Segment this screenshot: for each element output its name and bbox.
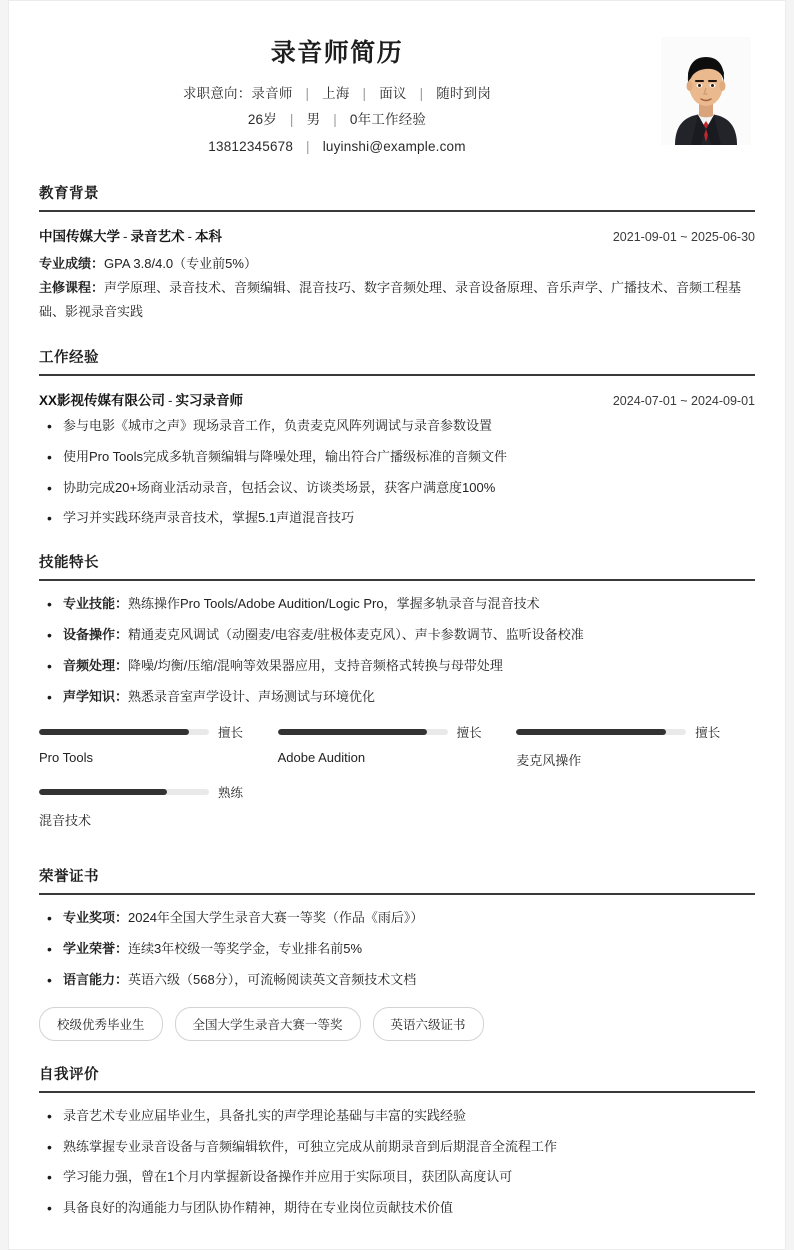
certificate-tag[interactable]: 校级优秀毕业生 [39, 1007, 163, 1041]
skill-label: 音频处理： [63, 657, 129, 673]
skill-bar-group [39, 723, 755, 843]
job-role: 实习录音师 [175, 393, 244, 409]
skill-name-label: 混音技术 [39, 813, 92, 829]
courses-value: 声学原理、录音技术、音频编辑、混音技巧、数字音频处理、录音设备原理、音乐声学、广播技术、音频工程基础、影视录音实践 [39, 279, 742, 320]
list-item: • 学习并实践环绕声录音技术，掌握5.1声道混音技巧 [39, 508, 755, 529]
work-date-range: 2024-07-01 ~ 2024-09-01 [612, 394, 755, 409]
list-item [39, 970, 755, 991]
degree-name: 本科 [195, 228, 222, 244]
skill-level-label: 擅长 [218, 726, 244, 741]
divider-icon: | [419, 86, 424, 101]
honor-label: 语言能力： [63, 972, 129, 988]
skill-text: 熟悉录音室声学设计、声场测试与环境优化 [128, 688, 376, 704]
section-divider [39, 374, 755, 376]
divider-icon: | [333, 112, 337, 128]
skill-label: 声学知识： [63, 688, 129, 704]
list-item: • 使用Pro Tools完成多轨音频编辑与降噪处理，输出符合广播级标准的音频文件 [39, 447, 755, 468]
list-item [39, 939, 755, 960]
list-item: • 具备良好的沟通能力与团队协作精神，期待在专业岗位贡献技术价值 [39, 1198, 755, 1219]
job-availability: 随时到岗 [436, 86, 492, 101]
gpa-value: GPA 3.8/4.0（专业前5%） [104, 255, 257, 271]
section-title-education: 教育背景 [39, 185, 99, 202]
skill-bar-row [516, 723, 731, 741]
divider-icon: | [305, 86, 310, 101]
skill-name-label: Pro Tools [39, 750, 93, 766]
skill-level-label: 熟练 [218, 786, 244, 801]
resume-header [39, 33, 755, 160]
skill-bar-item [39, 723, 278, 769]
job-location: 上海 [322, 86, 350, 101]
honor-label: 学业荣誉： [63, 941, 129, 957]
skill-level-label: 擅长 [695, 726, 721, 741]
skill-text: 降噪/均衡/压缩/混响等效果器应用，支持音频格式转换与母带处理 [128, 657, 503, 673]
skill-text: 熟练操作Pro Tools/Adobe Audition/Logic Pro，掌握多轨录音与混音技术 [128, 596, 540, 612]
job-salary: 面议 [379, 86, 407, 101]
skill-bar-fill [39, 789, 167, 795]
page-title: 录音师简历 [270, 39, 404, 67]
certificate-tag[interactable]: 英语六级证书 [373, 1007, 484, 1041]
honor-label: 专业奖项： [63, 910, 129, 926]
skill-bar-row [39, 783, 254, 801]
honors-bullet-list [39, 908, 755, 990]
education-date-range: 2021-09-01 ~ 2025-06-30 [612, 229, 755, 244]
age: 26岁 [247, 112, 277, 128]
skill-label: 专业技能： [63, 596, 129, 612]
skill-label: 设备操作： [63, 627, 129, 643]
skill-bar-track [39, 729, 209, 735]
gpa-line [39, 252, 755, 276]
list-item [39, 625, 755, 646]
skill-bar-fill [278, 729, 428, 735]
section-title-summary: 自我评价 [39, 1066, 99, 1083]
divider-icon: | [306, 138, 310, 154]
skill-name-label: Adobe Audition [277, 750, 366, 766]
job-intent-line [39, 81, 635, 107]
gender: 男 [306, 112, 321, 128]
section-education [39, 182, 755, 324]
email-address: luyinshi@example.com [322, 138, 466, 154]
section-title-work: 工作经验 [39, 350, 99, 367]
section-title-honors: 荣誉证书 [39, 869, 99, 886]
skill-bar-fill [39, 729, 189, 735]
certificate-tag[interactable]: 全国大学生录音大赛一等奖 [175, 1007, 361, 1041]
divider-icon: | [362, 86, 367, 101]
skill-bar-row [39, 723, 254, 741]
job-intent: 求职意向：录音师 [182, 86, 293, 101]
school-name: 中国传媒大学 [39, 228, 120, 244]
list-item: • 录音艺术专业应届毕业生，具备扎实的声学理论基础与丰富的实践经验 [39, 1106, 755, 1127]
section-honors [39, 865, 755, 1040]
skills-bullet-list [39, 594, 755, 707]
title-separator: - [187, 228, 192, 244]
skill-text: 精通麦克风调试（动圈麦/电容麦/驻极体麦克风）、声卡参数调节、监听设备校准 [128, 627, 584, 643]
list-item: • 协助完成20+场商业活动录音，包括会议、访谈类场景，获客户满意度100% [39, 478, 755, 499]
section-work-experience [39, 346, 755, 529]
honor-text: 英语六级（568分），可流畅阅读英文音频技术文档 [128, 972, 417, 988]
skill-bar-item [278, 723, 517, 769]
work-entry-title [39, 389, 243, 409]
education-entry-head [39, 225, 755, 245]
section-divider [39, 893, 755, 895]
section-divider [39, 579, 755, 581]
skill-bar-track [516, 729, 686, 735]
list-item [39, 594, 755, 615]
section-skills [39, 551, 755, 843]
education-entry-title [39, 225, 222, 245]
gpa-label: 专业成绩： [39, 255, 105, 271]
title-separator: - [123, 228, 128, 244]
skill-bar-row [278, 723, 493, 741]
list-item: • 熟练掌握专业录音设备与音频编辑软件，可独立完成从前期录音到后期混音全流程工作 [39, 1137, 755, 1158]
list-item [39, 656, 755, 677]
courses-line [39, 276, 755, 324]
list-item [39, 687, 755, 708]
divider-icon: | [289, 112, 294, 128]
skill-bar-track [278, 729, 448, 735]
company-name: XX影视传媒有限公司 [39, 393, 166, 409]
work-entry-head [39, 389, 755, 409]
courses-label: 主修课程： [39, 279, 105, 295]
section-divider [39, 210, 755, 212]
title-separator: - [168, 393, 173, 409]
honor-text: 2024年全国大学生录音大赛一等奖（作品《雨后》） [128, 910, 424, 926]
phone-number: 13812345678 [208, 138, 294, 154]
work-bullet-list [39, 416, 755, 529]
avatar [661, 37, 751, 145]
section-divider [39, 1091, 755, 1093]
skill-bar-item [516, 723, 755, 769]
skill-bar-item [39, 783, 278, 829]
major-name: 录音艺术 [130, 228, 185, 244]
list-item [39, 908, 755, 929]
skill-name-label: 麦克风操作 [516, 753, 582, 769]
resume-page [8, 0, 786, 1250]
section-self-evaluation [39, 1063, 755, 1219]
list-item: • 参与电影《城市之声》现场录音工作，负责麦克风阵列调试与录音参数设置 [39, 416, 755, 437]
list-item: • 学习能力强，曾在1个月内掌握新设备操作并应用于实际项目，获团队高度认可 [39, 1167, 755, 1188]
basic-info-line [39, 107, 635, 133]
certificate-tag-group [39, 1007, 755, 1041]
honor-text: 连续3年校级一等奖学金，专业排名前5% [128, 941, 363, 957]
skill-level-label: 擅长 [456, 726, 482, 741]
contact-line [39, 134, 635, 160]
years-experience: 0年工作经验 [349, 112, 427, 128]
skill-bar-fill [516, 729, 666, 735]
skill-bar-track [39, 789, 209, 795]
section-title-skills: 技能特长 [39, 555, 99, 572]
